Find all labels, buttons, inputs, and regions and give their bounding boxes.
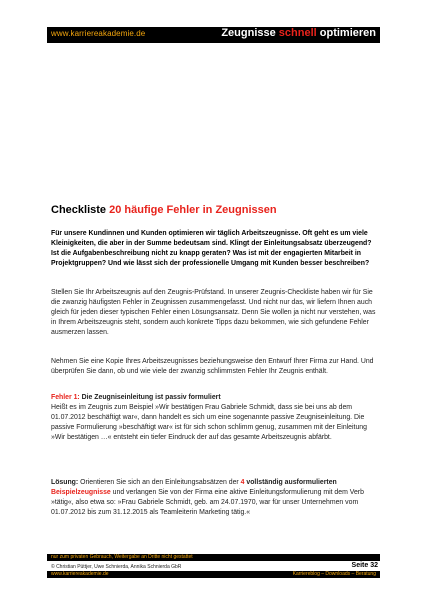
fehler-section — [51, 393, 381, 443]
header-brand — [221, 27, 376, 39]
body-paragraph-2: Nehmen Sie eine Kopie Ihres Arbeitszeugnisses beziehungsweise den Entwurf Ihrer Firma zur Hand. Und überprüfen Sie dann, ob und wie viele der zwanzig schlimmsten Fehler Ihr Zeugnis enthält. — [51, 358, 374, 375]
loesung-text-2: und verlangen Sie von der Firma eine aktive Einleitungsformulierung mit dem Verb »tätig«, also etwa so: »Frau Gabriele Schmidt, geb. am 24.07.1970, war für unser Unternehmen vom 01.07.2012 bis zum 31.12.2015 als Teamleiterin Marketing tätig.« — [51, 489, 364, 516]
fehler-body: Heißt es im Zeugnis zum Beispiel »Wir bestätigen Frau Gabriele Schmidt, dass sie bei uns ab dem 01.07.2012 beschäftigt war«, dann handelt es sich um eine sogenannte passive Zeugniseinleitung. Die passive Formulierung »beschäftigt war« ist für sich schon schlimm genug, zusammen mit der Einleitung »Wir bestätigen …« entsteht ein tiefer Eindruck der auf das gesamte Arbeitszeugnis abfärbt. — [51, 404, 367, 441]
footer-links[interactable]: Karriereblog – Downloads – Beratung — [292, 571, 376, 577]
loesung-label: Lösung: — [51, 479, 79, 486]
footer-notice: nur zum privaten Gebrauch, Weitergabe an Dritte nicht gestattet — [51, 554, 193, 560]
brand-post: optimieren — [319, 27, 376, 39]
header-bar — [47, 27, 380, 43]
footer-url[interactable]: www.karriereakademie.de — [51, 571, 109, 577]
title-pre: Checkliste — [51, 204, 107, 216]
fehler-heading: Die Zeugniseinleitung ist passiv formuliert — [81, 394, 221, 401]
beispielzeugnisse-link[interactable]: Beispielzeugnisse — [51, 489, 111, 496]
body-paragraph-1: Stellen Sie Ihr Arbeitszeugnis auf den Zeugnis-Prüfstand. In unserer Zeugnis-Checkliste haben wir für Sie die zwanzig häufigsten Fehler in Zeugnissen zusammengefasst. Und nicht nur das, wir liefern Ihnen auch gleich für jeden dieser typischen Fehler einen Lösungsansatz. Denn Sie wollen ja nicht nur verstehen, was in Ihrem Arbeitszeugnis steht, sondern auch konkrete Tipps dazu bekommen, wie sich gefundene Fehler ausmerzen lassen. — [51, 289, 376, 336]
loesung-number: 4 — [240, 479, 245, 486]
fehler-label: Fehler 1: — [51, 394, 80, 401]
footer-bottom-bar — [47, 571, 380, 578]
brand-pre: Zeugnisse — [221, 27, 276, 39]
intro-paragraph: Für unsere Kundinnen und Kunden optimieren wir täglich Arbeitszeugnisse. Oft geht es um viele Kleinigkeiten, die aber in der Summe bedeutsam sind. Klingt der Einleitungsabsatz überzeugend? Ist die Aufgabenbeschreibung nicht zu knapp geraten? Was ist mit der engagierten Mitarbeit in Projektgruppen? Und wie lässt sich der professionelle Umgang mit Kunden besser beschreiben? — [51, 230, 372, 267]
footer-notice-bar — [47, 554, 380, 561]
page-number: Seite 32 — [351, 562, 378, 569]
header-url[interactable]: www.karriereakademie.de — [51, 29, 146, 38]
title-accent: 20 häufige Fehler in Zeugnissen — [109, 204, 277, 216]
footer-copyright: © Christian Püttjer, Uwe Schnierda, Annika Schnierda GbR — [51, 564, 182, 570]
loesung-text-1: Orientieren Sie sich an den Einleitungsabsätzen der — [80, 479, 239, 486]
fehler-title — [51, 393, 381, 403]
loesung-section — [51, 478, 381, 518]
brand-accent: schnell — [278, 27, 317, 39]
footer-info — [51, 562, 380, 571]
loesung-bold: vollständig ausformulierten — [246, 479, 337, 486]
page-title — [51, 204, 381, 216]
